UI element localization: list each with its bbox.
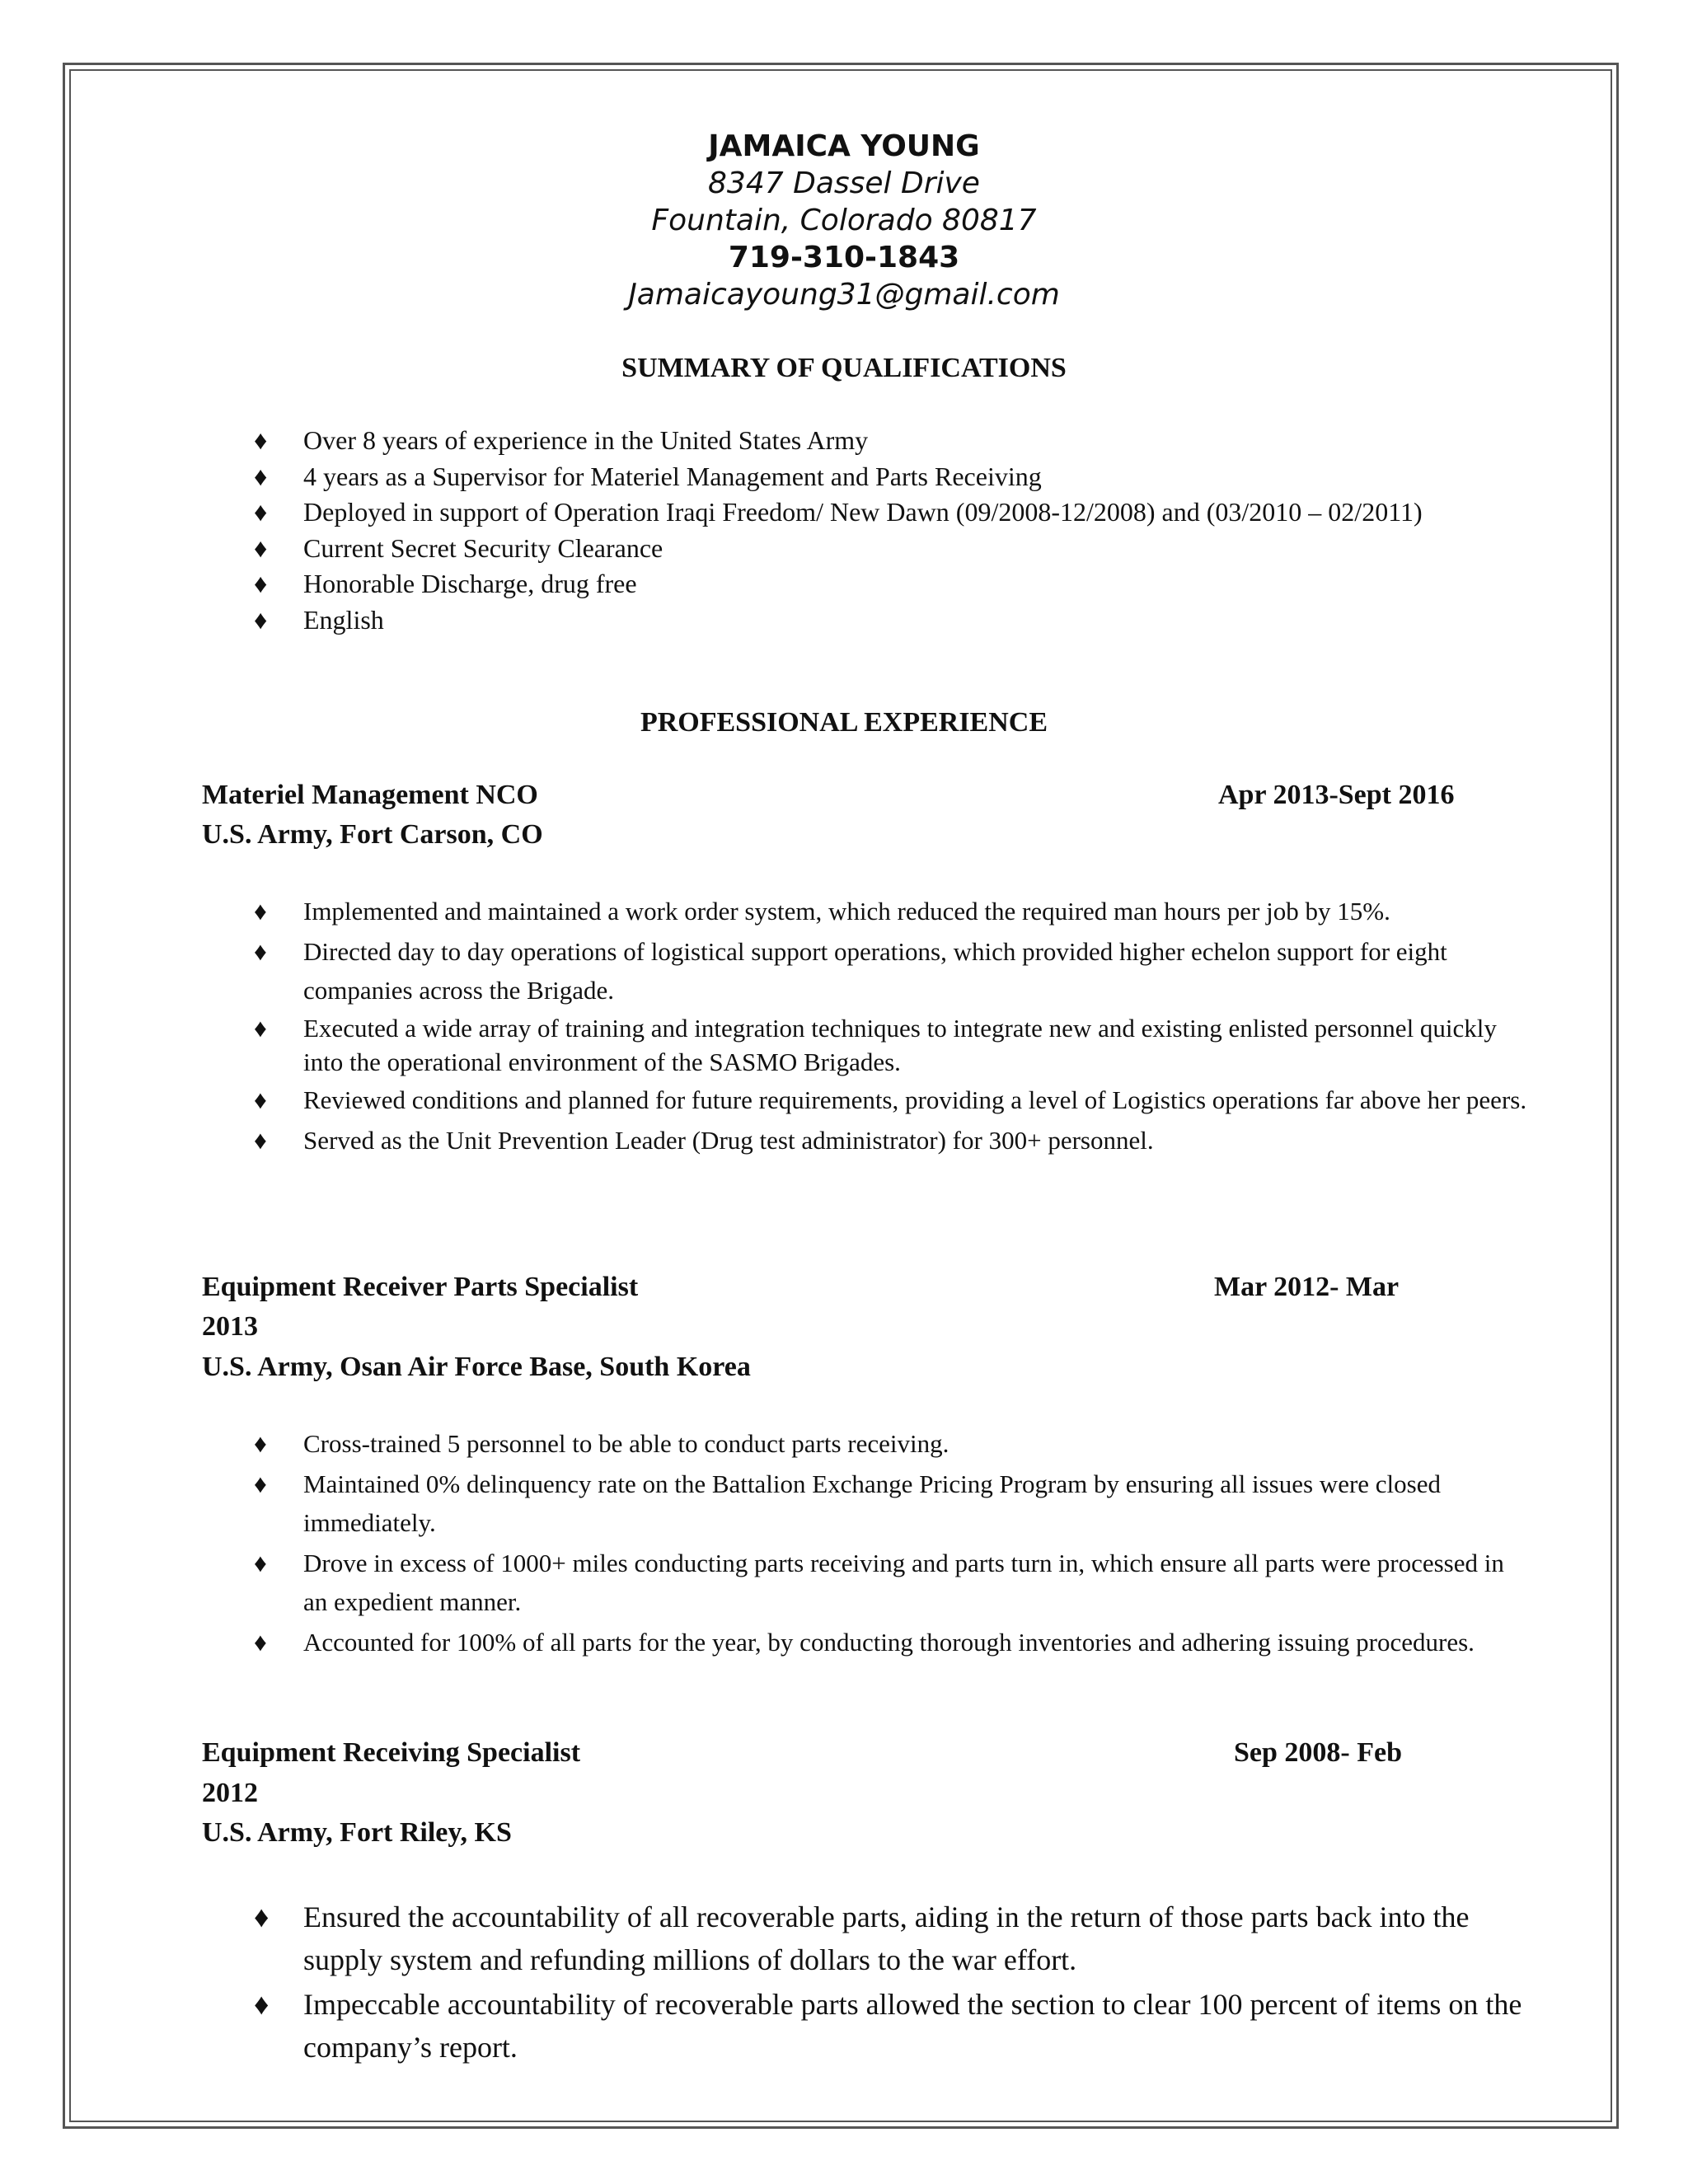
job-bullet-list <box>254 1424 1531 1663</box>
job-organization: U.S. Army, Osan Air Force Base, South Korea <box>202 1352 751 1382</box>
diamond-bullet-icon: ♦ <box>254 461 268 491</box>
job-title: Equipment Receiver Parts Specialist <box>202 1272 639 1302</box>
job-bullet: ♦ Reviewed conditions and planned for future requirements, providing a level of Logistics operations far above her peers. <box>254 1080 1531 1119</box>
diamond-bullet-icon: ♦ <box>254 1014 267 1043</box>
address-line-2: Fountain, Colorado 80817 <box>651 204 1037 237</box>
job-bullet: ♦ Impeccable accountability of recoverable parts allowed the section to clear 100 percent of items on the company’s report. <box>254 1983 1531 2069</box>
summary-item: ♦ Current Secret Security Clearance <box>254 531 1490 567</box>
email-address: Jamaicayoung31@gmail.com <box>628 278 1060 312</box>
job-dates: Sep 2008- Feb <box>1234 1737 1402 1768</box>
address-line-1: 8347 Dassel Drive <box>708 166 980 200</box>
contact-header <box>0 128 1688 313</box>
job-dates: Mar 2012- Mar <box>1214 1272 1400 1302</box>
summary-heading: SUMMARY OF QUALIFICATIONS <box>621 353 1067 383</box>
summary-item: ♦ Over 8 years of experience in the United States Army <box>254 423 1490 459</box>
diamond-bullet-icon: ♦ <box>254 1549 267 1577</box>
job-dates: Apr 2013-Sept 2016 <box>1218 780 1455 810</box>
phone-number: 719-310-1843 <box>728 241 960 274</box>
diamond-bullet-icon: ♦ <box>254 604 268 635</box>
job-bullet: ♦ Ensured the accountability of all recoverable parts, aiding in the return of those parts back into the supply system and refunding millions of dollars to the war effort. <box>254 1896 1531 1981</box>
job-bullet: ♦ Maintained 0% delinquency rate on the Battalion Exchange Pricing Program by ensuring all issues were closed immediately. <box>254 1465 1531 1542</box>
job-bullet: ♦ Implemented and maintained a work order system, which reduced the required man hours per job by 15%. <box>254 892 1531 930</box>
diamond-bullet-icon: ♦ <box>254 569 268 599</box>
summary-list <box>254 423 1490 639</box>
diamond-bullet-icon: ♦ <box>254 1628 267 1657</box>
diamond-bullet-icon: ♦ <box>254 1988 270 2021</box>
job-title: Materiel Management NCO <box>202 780 538 810</box>
diamond-bullet-icon: ♦ <box>254 1126 267 1155</box>
job-bullet: ♦ Cross-trained 5 personnel to be able to conduct parts receiving. <box>254 1424 1531 1463</box>
job-bullet-list <box>254 1896 1531 2070</box>
job-bullet-list <box>254 892 1531 1161</box>
diamond-bullet-icon: ♦ <box>254 1429 267 1458</box>
summary-item: ♦ English <box>254 602 1490 639</box>
diamond-bullet-icon: ♦ <box>254 937 267 966</box>
job-organization: U.S. Army, Fort Carson, CO <box>202 819 543 850</box>
job-dates-wrap: 2012 <box>202 1778 258 1808</box>
diamond-bullet-icon: ♦ <box>254 425 268 455</box>
job-bullet: ♦ Accounted for 100% of all parts for the year, by conducting thorough inventories and adhering issuing procedures. <box>254 1623 1531 1661</box>
diamond-bullet-icon: ♦ <box>254 497 268 527</box>
summary-item: ♦ Honorable Discharge, drug free <box>254 566 1490 602</box>
job-bullet: ♦ Directed day to day operations of logistical support operations, which provided higher echelon support for eight companies across the Brigade. <box>254 932 1531 1010</box>
job-bullet: ♦ Served as the Unit Prevention Leader (Drug test administrator) for 300+ personnel. <box>254 1121 1531 1160</box>
diamond-bullet-icon: ♦ <box>254 1469 267 1498</box>
job-bullet: ♦ Drove in excess of 1000+ miles conducting parts receiving and parts turn in, which ensure all parts were processed in an expedient manner. <box>254 1544 1531 1621</box>
diamond-bullet-icon: ♦ <box>254 1085 267 1114</box>
diamond-bullet-icon: ♦ <box>254 897 267 926</box>
diamond-bullet-icon: ♦ <box>254 1900 270 1933</box>
job-organization: U.S. Army, Fort Riley, KS <box>202 1817 512 1848</box>
diamond-bullet-icon: ♦ <box>254 532 268 563</box>
job-dates-wrap: 2013 <box>202 1311 258 1342</box>
summary-item: ♦ Deployed in support of Operation Iraqi Freedom/ New Dawn (09/2008-12/2008) and (03/2010 – 02/2011) <box>254 494 1490 531</box>
job-bullet: ♦ Executed a wide array of training and integration techniques to integrate new and existing enlisted personnel quickly into the operational environment of the SASMO Brigades. <box>254 1011 1531 1079</box>
candidate-name: JAMAICA YOUNG <box>708 129 980 163</box>
summary-item: ♦ 4 years as a Supervisor for Materiel Management and Parts Receiving <box>254 459 1490 495</box>
job-title: Equipment Receiving Specialist <box>202 1737 581 1768</box>
experience-heading: PROFESSIONAL EXPERIENCE <box>640 707 1048 738</box>
